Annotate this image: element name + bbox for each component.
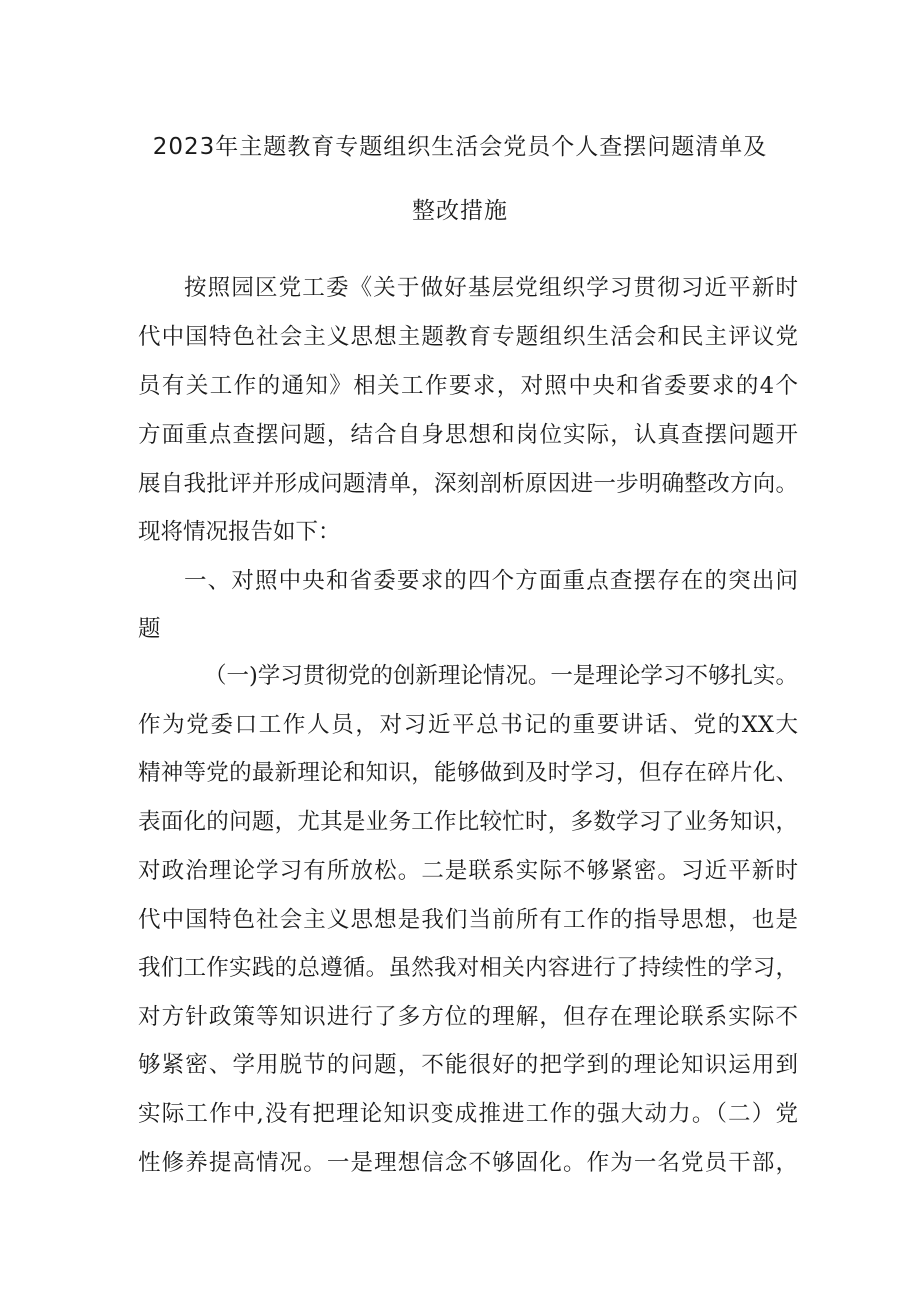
paragraph-line: 现将情况报告如下：: [138, 519, 341, 545]
paragraph-line: 员有关工作的通知》相关工作要求，对照中央和省委要求的4个: [138, 373, 798, 399]
paragraph-line: 按照园区党工委《关于做好基层党组织学习贯彻习近平新时: [184, 275, 798, 301]
paragraph-line: 代中国特色社会主义思想主题教育专题组织生活会和民主评议党: [138, 324, 798, 350]
document-title-line-1: 2023年主题教育专题组织生活会党员个人查摆问题清单及: [152, 134, 768, 160]
paragraph-line: 代中国特色社会主义思想是我们当前所有工作的指导思想，也是: [138, 907, 798, 933]
paragraph-line: 表面化的问题，尤其是业务工作比较忙时，多数学习了业务知识，: [138, 809, 798, 835]
paragraph-line: 作为党委口工作人员，对习近平总书记的重要讲话、党的XX大: [138, 712, 798, 738]
paragraph-line: 方面重点查摆问题，结合自身思想和岗位实际，认真查摆问题开: [138, 422, 798, 448]
section-heading-line: 一、对照中央和省委要求的四个方面重点查摆存在的突出问: [184, 568, 798, 594]
section-heading-line: 题: [138, 616, 161, 642]
paragraph-line: 展自我批评并形成问题清单，深刻剖析原因进一步明确整改方向。: [138, 471, 798, 497]
paragraph-line: 性修养提高情况。一是理想信念不够固化。作为一名党员干部，: [138, 1150, 798, 1176]
paragraph-line: （一)学习贯彻党的创新理论情况。一是理论学习不够扎实。: [204, 663, 798, 689]
paragraph-line: 对方针政策等知识进行了多方位的理解，但存在理论联系实际不: [138, 1004, 798, 1030]
paragraph-line: 够紧密、学用脱节的问题，不能很好的把学到的理论知识运用到: [138, 1052, 798, 1078]
paragraph-line: 精神等党的最新理论和知识，能够做到及时学习，但存在碎片化、: [138, 760, 798, 786]
paragraph-line: 我们工作实践的总遵循。虽然我对相关内容进行了持续性的学习，: [138, 955, 798, 981]
document-title-line-2: 整改措施: [412, 198, 508, 224]
paragraph-line: 实际工作中,没有把理论知识变成推进工作的强大动力。（二）党: [138, 1101, 798, 1127]
paragraph-line: 对政治理论学习有所放松。二是联系实际不够紧密。习近平新时: [138, 858, 798, 884]
